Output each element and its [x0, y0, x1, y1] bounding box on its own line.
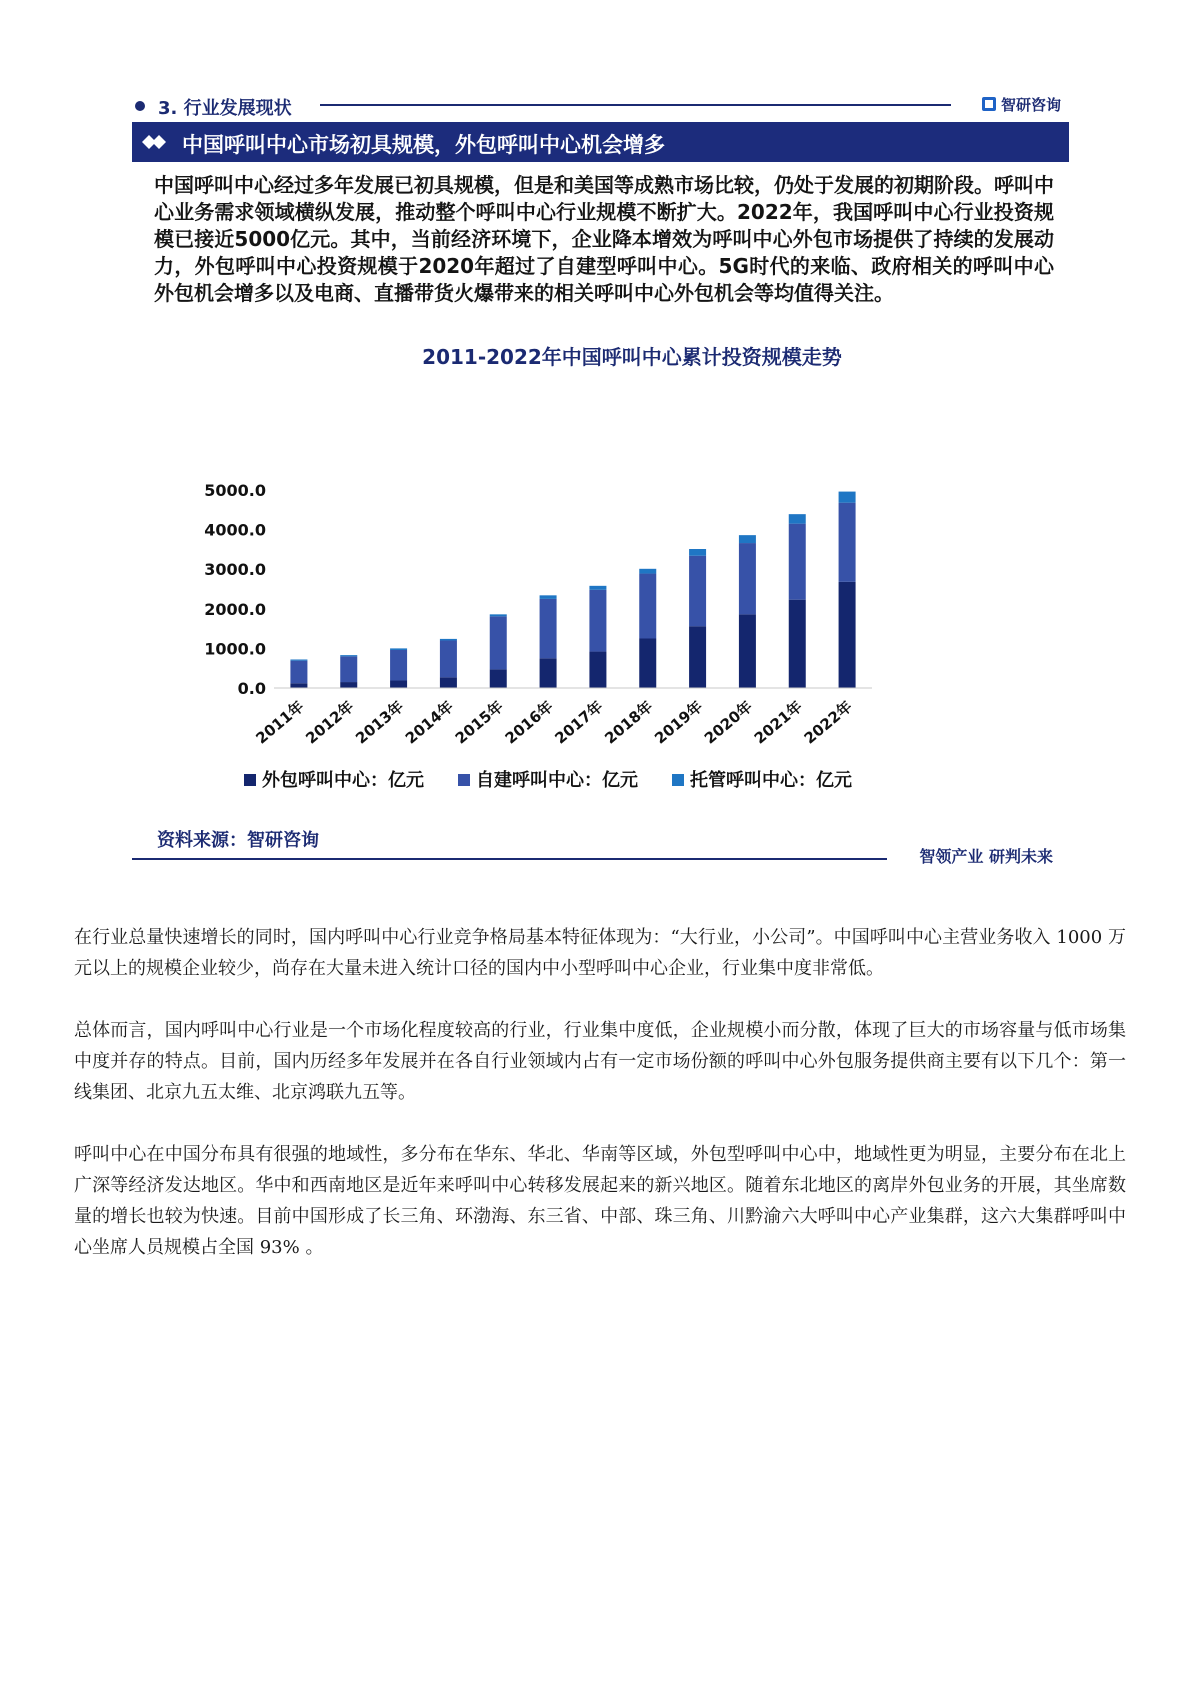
bar-segment — [390, 650, 407, 680]
intro-paragraph: 中国呼叫中心经过多年发展已初具规模，但是和美国等成熟市场比较，仍处于发展的初期阶段。呼叫中心业务需求领域横纵发展，推动整个呼叫中心行业规模不断扩大。2022年，我国呼叫中心行业投资规模已接近5000亿元。其中，当前经济环境下，企业降本增效为呼叫中心外包市场提供了持续的发展动力，外包呼叫中心投资规模于2020年超过了自建型呼叫中心。5G时代的来临、政府相关的呼叫中心外包机会增多以及电商、直播带货火爆带来的相关呼叫中心外包机会等均值得关注。 — [154, 173, 1054, 305]
legend-label: 托管呼叫中心：亿元 — [690, 770, 852, 791]
bar-segment — [789, 514, 806, 524]
body-paragraph-1: 在行业总量快速增长的同时，国内呼叫中心行业竞争格局基本特征体现为：“大行业，小公司”。中国呼叫中心主营业务收入 1000 万元以上的规模企业较少，尚存在大量未进入统计口径的国内中小型呼叫中心企业，行业集中度非常低。 — [74, 927, 1126, 979]
x-tick-label: 2021年 — [750, 697, 806, 748]
x-tick-label: 2022年 — [800, 697, 856, 748]
source-note: 资料来源：智研咨询 — [157, 830, 319, 851]
brand-logo — [982, 94, 1061, 115]
bar-segment — [689, 556, 706, 626]
x-tick-label: 2020年 — [700, 697, 756, 748]
legend-label: 自建呼叫中心：亿元 — [476, 770, 638, 791]
x-axis — [252, 688, 872, 748]
bar-segment — [739, 543, 756, 614]
bar-segment — [440, 639, 457, 641]
x-tick-label: 2015年 — [451, 697, 507, 748]
body-paragraph-3: 呼叫中心在中国分布具有很强的地域性，多分布在华东、华北、华南等区域，外包型呼叫中心中，地域性更为明显，主要分布在北上广深等经济发达地区。华中和西南地区是近年来呼叫中心转移发展起来的新兴地区。随着东北地区的离岸外包业务的开展，其坐席数量的增长也较为快速。目前中国形成了长三角、环渤海、东三省、中部、珠三角、川黔渝六大呼叫中心产业集群，这六大集群呼叫中心坐席人员规模占全国 93% 。 — [74, 1144, 1126, 1258]
body-paragraph-2: 总体而言，国内呼叫中心行业是一个市场化程度较高的行业，行业集中度低，企业规模小而分散，体现了巨大的市场容量与低市场集中度并存的特点。目前，国内历经多年发展并在各自行业领域内占有一定市场份额的呼叫中心外包服务提供商主要有以下几个：第一线集团、北京九五太维、北京鸿联九五等。 — [74, 1020, 1126, 1103]
legend-swatch — [244, 774, 256, 786]
x-tick-label: 2019年 — [651, 697, 707, 748]
brand-mark-icon — [982, 97, 996, 111]
brand-name: 智研咨询 — [1000, 96, 1061, 114]
x-tick-label: 2017年 — [551, 697, 607, 748]
slogan: 智领产业 研判未来 — [919, 847, 1053, 866]
x-tick-label: 2016年 — [501, 697, 557, 748]
bar-segment — [540, 658, 557, 688]
bar-segment — [290, 661, 307, 684]
y-tick-label: 2000.0 — [204, 599, 266, 619]
x-tick-label: 2014年 — [401, 697, 457, 748]
bar-segment — [739, 614, 756, 688]
bar-segment — [839, 503, 856, 582]
double-diamond-icon — [140, 131, 168, 153]
y-tick-label: 5000.0 — [204, 481, 266, 500]
y-tick-label: 1000.0 — [204, 639, 266, 659]
bar-segment — [490, 614, 507, 616]
section-header — [132, 92, 1069, 118]
bar-segment — [490, 669, 507, 688]
y-axis — [204, 481, 266, 698]
section-divider — [320, 104, 951, 106]
stacked-bar-chart — [132, 338, 1069, 798]
bar-segment — [839, 492, 856, 503]
x-tick-label: 2012年 — [302, 697, 358, 748]
bar-segment — [390, 648, 407, 650]
y-tick-label: 4000.0 — [204, 520, 266, 540]
bar-segment — [589, 590, 606, 652]
bar-segment — [739, 535, 756, 543]
bar-segment — [340, 682, 357, 688]
footer-divider — [132, 858, 887, 860]
bar-segment — [340, 656, 357, 682]
bar-segment — [340, 655, 357, 656]
report-figure — [132, 88, 1069, 866]
bullet-dot-icon — [135, 101, 145, 111]
bar-segment — [290, 683, 307, 688]
bar-segment — [540, 595, 557, 599]
section-title: 3. 行业发展现状 — [158, 98, 292, 119]
banner-title: 中国呼叫中心市场初具规模，外包呼叫中心机会增多 — [182, 133, 665, 157]
bar-segment — [639, 639, 656, 689]
bar-segment — [789, 524, 806, 600]
bar-segment — [789, 600, 806, 688]
body-text — [74, 922, 1126, 1294]
bar-segment — [689, 549, 706, 556]
bar-segment — [490, 616, 507, 669]
legend-swatch — [458, 774, 470, 786]
chart-title: 2011-2022年中国呼叫中心累计投资规模走势 — [422, 345, 842, 369]
chart-legend — [244, 769, 852, 791]
legend-label: 外包呼叫中心：亿元 — [262, 770, 424, 791]
bar-segment — [589, 586, 606, 590]
y-tick-label: 0.0 — [237, 679, 266, 698]
x-tick-label: 2011年 — [252, 697, 308, 748]
bar-segment — [839, 582, 856, 688]
bar-group — [290, 492, 855, 688]
x-tick-label: 2013年 — [352, 697, 408, 748]
bar-segment — [440, 677, 457, 688]
bar-segment — [639, 574, 656, 639]
x-tick-label: 2018年 — [601, 697, 657, 748]
bar-segment — [440, 640, 457, 677]
bar-segment — [290, 659, 307, 660]
bar-segment — [540, 599, 557, 658]
title-banner — [132, 122, 1069, 162]
bar-segment — [390, 680, 407, 688]
legend-swatch — [672, 774, 684, 786]
y-tick-label: 3000.0 — [204, 560, 266, 580]
bar-segment — [639, 569, 656, 574]
bar-segment — [689, 626, 706, 688]
bar-segment — [589, 652, 606, 688]
